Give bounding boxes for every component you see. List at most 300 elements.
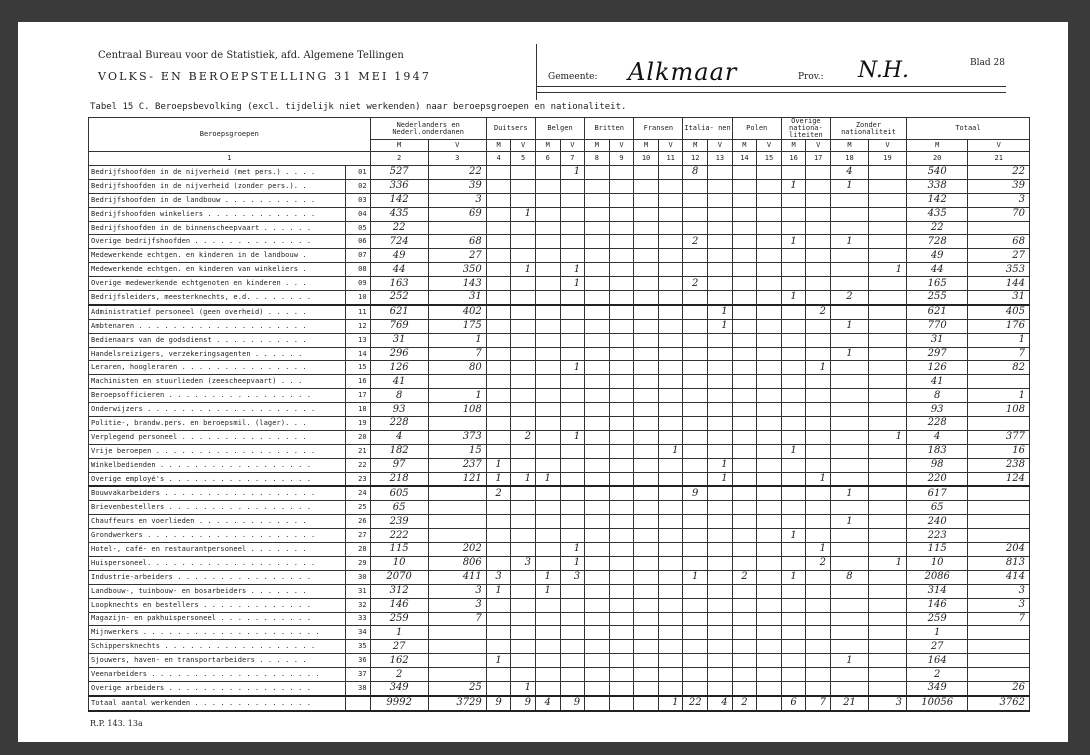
value-cell: [806, 584, 831, 598]
value-cell: [868, 347, 906, 361]
value-cell: 3: [486, 570, 511, 584]
value-cell: 402: [428, 305, 486, 319]
value-cell: [535, 430, 560, 444]
table-row: [89, 444, 1030, 458]
col-number: 9: [609, 152, 634, 166]
value-cell: [609, 277, 634, 291]
value-cell: [781, 556, 806, 570]
value-cell: 228: [370, 417, 428, 431]
row-label: Ambtenaren . . . . . . . . . . . . . . . . . . . .: [89, 319, 346, 333]
value-cell: 115: [370, 543, 428, 557]
value-cell: [868, 668, 906, 682]
value-cell: [585, 696, 610, 711]
value-cell: [585, 207, 610, 221]
col-number: 8: [585, 152, 610, 166]
value-cell: [658, 654, 683, 668]
value-cell: 1: [781, 529, 806, 543]
value-cell: 146: [906, 598, 967, 612]
value-cell: [511, 570, 536, 584]
col-v-label: V: [806, 140, 831, 152]
row-number: 02: [345, 179, 370, 193]
value-cell: 3: [560, 570, 585, 584]
value-cell: 8: [830, 570, 868, 584]
value-cell: 182: [370, 444, 428, 458]
value-cell: [585, 543, 610, 557]
row-label: Onderwijzers . . . . . . . . . . . . . . . . . . . .: [89, 403, 346, 417]
table-row: [89, 430, 1030, 444]
value-cell: [968, 529, 1030, 543]
value-cell: 770: [906, 319, 967, 333]
value-cell: [868, 249, 906, 263]
value-cell: [806, 235, 831, 249]
value-cell: 1: [781, 235, 806, 249]
value-cell: 218: [370, 472, 428, 486]
value-cell: 68: [968, 235, 1030, 249]
value-cell: [757, 556, 782, 570]
value-cell: [560, 486, 585, 500]
value-cell: [708, 263, 733, 277]
value-cell: [535, 263, 560, 277]
value-cell: [560, 668, 585, 682]
value-cell: [560, 515, 585, 529]
value-cell: [683, 543, 708, 557]
value-cell: 1: [781, 291, 806, 305]
value-cell: [781, 584, 806, 598]
value-cell: 2070: [370, 570, 428, 584]
value-cell: [634, 612, 659, 626]
row-number: 14: [345, 347, 370, 361]
col-number: 6: [535, 152, 560, 166]
value-cell: 1: [658, 696, 683, 711]
table-row: [89, 640, 1030, 654]
value-cell: [806, 263, 831, 277]
value-cell: 2: [683, 277, 708, 291]
value-cell: [428, 486, 486, 500]
value-cell: 605: [370, 486, 428, 500]
value-cell: [757, 417, 782, 431]
value-cell: [806, 319, 831, 333]
value-cell: 1: [830, 515, 868, 529]
census-title: VOLKS- EN BEROEPSTELLING 31 MEI 1947: [98, 70, 432, 83]
value-cell: 202: [428, 543, 486, 557]
value-cell: [868, 543, 906, 557]
value-cell: 1: [535, 472, 560, 486]
value-cell: [585, 305, 610, 319]
blad-number: Blad 28: [970, 58, 1005, 68]
value-cell: 144: [968, 277, 1030, 291]
value-cell: [535, 458, 560, 472]
col-number: 16: [781, 152, 806, 166]
table-row: [89, 249, 1030, 263]
row-number: 24: [345, 486, 370, 500]
value-cell: [708, 486, 733, 500]
table-row: [89, 389, 1030, 403]
value-cell: [428, 640, 486, 654]
value-cell: [486, 598, 511, 612]
row-number: 26: [345, 515, 370, 529]
value-cell: 49: [370, 249, 428, 263]
value-cell: [535, 529, 560, 543]
value-cell: [732, 403, 757, 417]
value-cell: [511, 668, 536, 682]
value-cell: 1: [968, 389, 1030, 403]
table-row: [89, 515, 1030, 529]
value-cell: [708, 529, 733, 543]
value-cell: [732, 333, 757, 347]
value-cell: [781, 375, 806, 389]
value-cell: [560, 207, 585, 221]
col-number: 20: [906, 152, 967, 166]
value-cell: [683, 389, 708, 403]
value-cell: [634, 166, 659, 180]
value-cell: [634, 430, 659, 444]
value-cell: [708, 166, 733, 180]
value-cell: [868, 640, 906, 654]
value-cell: [806, 654, 831, 668]
value-cell: [830, 375, 868, 389]
value-cell: 377: [968, 430, 1030, 444]
value-cell: 2: [830, 291, 868, 305]
col-totaal: Totaal: [906, 118, 1029, 140]
value-cell: 724: [370, 235, 428, 249]
table-row: [89, 556, 1030, 570]
prov-value: N.H.: [858, 58, 910, 83]
value-cell: [757, 529, 782, 543]
value-cell: [781, 668, 806, 682]
value-cell: 31: [428, 291, 486, 305]
value-cell: 65: [906, 501, 967, 515]
value-cell: 1: [511, 681, 536, 695]
value-cell: 238: [968, 458, 1030, 472]
value-cell: 239: [370, 515, 428, 529]
col-v-label: V: [511, 140, 536, 152]
value-cell: [781, 612, 806, 626]
value-cell: [560, 291, 585, 305]
value-cell: [806, 626, 831, 640]
value-cell: [486, 166, 511, 180]
value-cell: [560, 458, 585, 472]
value-cell: [732, 389, 757, 403]
value-cell: [683, 179, 708, 193]
value-cell: [683, 193, 708, 207]
value-cell: 540: [906, 166, 967, 180]
value-cell: [868, 486, 906, 500]
value-cell: [968, 417, 1030, 431]
value-cell: [683, 361, 708, 375]
value-cell: 255: [906, 291, 967, 305]
value-cell: [683, 556, 708, 570]
value-cell: [511, 221, 536, 235]
value-cell: 769: [370, 319, 428, 333]
table-row: [89, 193, 1030, 207]
value-cell: [609, 626, 634, 640]
value-cell: [609, 458, 634, 472]
value-cell: [757, 249, 782, 263]
value-cell: [757, 235, 782, 249]
value-cell: [560, 193, 585, 207]
value-cell: [781, 640, 806, 654]
value-cell: [486, 681, 511, 695]
table-row: [89, 305, 1030, 319]
value-cell: [634, 486, 659, 500]
value-cell: [968, 626, 1030, 640]
value-cell: [781, 263, 806, 277]
value-cell: [609, 333, 634, 347]
row-label: Bouwvakarbeiders . . . . . . . . . . . . . . . . . .: [89, 486, 346, 500]
value-cell: [806, 417, 831, 431]
value-cell: [658, 291, 683, 305]
value-cell: 1: [535, 570, 560, 584]
value-cell: [708, 333, 733, 347]
value-cell: [609, 486, 634, 500]
value-cell: [732, 458, 757, 472]
value-cell: [634, 556, 659, 570]
value-cell: [560, 333, 585, 347]
value-cell: [560, 640, 585, 654]
value-cell: [732, 235, 757, 249]
value-cell: [585, 277, 610, 291]
value-cell: [560, 221, 585, 235]
value-cell: [428, 221, 486, 235]
value-cell: [868, 389, 906, 403]
value-cell: [757, 543, 782, 557]
value-cell: [683, 612, 708, 626]
value-cell: [658, 681, 683, 695]
col-number: 15: [757, 152, 782, 166]
value-cell: [806, 444, 831, 458]
value-cell: [683, 458, 708, 472]
value-cell: [658, 333, 683, 347]
value-cell: [634, 263, 659, 277]
value-cell: [535, 403, 560, 417]
row-number: 36: [345, 654, 370, 668]
value-cell: [609, 543, 634, 557]
value-cell: [868, 319, 906, 333]
value-cell: [732, 444, 757, 458]
table-row: [89, 403, 1030, 417]
row-label: Huispersoneel. . . . . . . . . . . . . . . . . . . .: [89, 556, 346, 570]
table-row: [89, 626, 1030, 640]
value-cell: [609, 696, 634, 711]
value-cell: 22: [428, 166, 486, 180]
value-cell: [757, 221, 782, 235]
col-number: 7: [560, 152, 585, 166]
value-cell: [830, 444, 868, 458]
value-cell: 1: [708, 319, 733, 333]
value-cell: [806, 681, 831, 695]
value-cell: [708, 249, 733, 263]
value-cell: 1: [511, 207, 536, 221]
value-cell: [560, 612, 585, 626]
value-cell: [634, 584, 659, 598]
value-cell: [830, 305, 868, 319]
col-v-label: V: [609, 140, 634, 152]
value-cell: [658, 584, 683, 598]
col-number: 10: [634, 152, 659, 166]
value-cell: 297: [906, 347, 967, 361]
value-cell: [968, 486, 1030, 500]
value-cell: [511, 584, 536, 598]
value-cell: [868, 375, 906, 389]
value-cell: 3762: [968, 696, 1030, 711]
value-cell: [968, 501, 1030, 515]
value-cell: [535, 515, 560, 529]
value-cell: [683, 501, 708, 515]
value-cell: [708, 612, 733, 626]
value-cell: 1: [830, 235, 868, 249]
value-cell: [806, 598, 831, 612]
value-cell: 1: [683, 570, 708, 584]
value-cell: [585, 221, 610, 235]
value-cell: 1: [806, 472, 831, 486]
row-number: 11: [345, 305, 370, 319]
value-cell: 9: [511, 696, 536, 711]
value-cell: [868, 403, 906, 417]
value-cell: [806, 166, 831, 180]
value-cell: [560, 319, 585, 333]
value-cell: [560, 375, 585, 389]
col-m-label: M: [486, 140, 511, 152]
value-cell: [968, 640, 1030, 654]
value-cell: [658, 430, 683, 444]
row-number: [345, 696, 370, 711]
value-cell: 2: [732, 696, 757, 711]
value-cell: [535, 612, 560, 626]
value-cell: [732, 529, 757, 543]
value-cell: [634, 249, 659, 263]
row-label: Landbouw-, tuinbouw- en bosarbeiders . . . . . . .: [89, 584, 346, 598]
value-cell: [830, 430, 868, 444]
value-cell: [757, 347, 782, 361]
value-cell: [732, 221, 757, 235]
value-cell: [757, 612, 782, 626]
value-cell: [511, 291, 536, 305]
value-cell: [535, 375, 560, 389]
col-number: 17: [806, 152, 831, 166]
row-number: 10: [345, 291, 370, 305]
value-cell: [683, 207, 708, 221]
value-cell: [708, 654, 733, 668]
value-cell: [609, 249, 634, 263]
value-cell: 1: [535, 584, 560, 598]
value-cell: [609, 291, 634, 305]
value-cell: [683, 444, 708, 458]
value-cell: 1: [708, 472, 733, 486]
value-cell: [781, 626, 806, 640]
row-number: 31: [345, 584, 370, 598]
value-cell: [634, 193, 659, 207]
value-cell: [560, 529, 585, 543]
value-cell: [868, 501, 906, 515]
value-cell: [609, 319, 634, 333]
row-label: Leraren, hoogleraren . . . . . . . . . . . . . . .: [89, 361, 346, 375]
value-cell: 4: [535, 696, 560, 711]
value-cell: 435: [370, 207, 428, 221]
row-label: Mijnwerkers . . . . . . . . . . . . . . . . . . . . .: [89, 626, 346, 640]
value-cell: [585, 389, 610, 403]
value-cell: [708, 556, 733, 570]
value-cell: [585, 486, 610, 500]
value-cell: [634, 515, 659, 529]
row-label: Machinisten en stuurlieden (zeescheepvaart) . . .: [89, 375, 346, 389]
table-row: [89, 291, 1030, 305]
col-m-label: M: [781, 140, 806, 152]
value-cell: [683, 515, 708, 529]
value-cell: [683, 529, 708, 543]
value-cell: [757, 277, 782, 291]
value-cell: [708, 668, 733, 682]
value-cell: [683, 584, 708, 598]
value-cell: [535, 249, 560, 263]
value-cell: [757, 626, 782, 640]
value-cell: [535, 654, 560, 668]
value-cell: [585, 291, 610, 305]
value-cell: [658, 486, 683, 500]
value-cell: [486, 417, 511, 431]
table-row: [89, 221, 1030, 235]
row-number: 13: [345, 333, 370, 347]
value-cell: [486, 501, 511, 515]
value-cell: 163: [370, 277, 428, 291]
table-row: [89, 543, 1030, 557]
value-cell: [634, 543, 659, 557]
value-cell: [868, 515, 906, 529]
value-cell: [486, 333, 511, 347]
value-cell: [486, 375, 511, 389]
value-cell: 1: [560, 430, 585, 444]
value-cell: 2: [806, 305, 831, 319]
value-cell: [486, 291, 511, 305]
value-cell: [830, 193, 868, 207]
value-cell: [708, 515, 733, 529]
value-cell: 621: [906, 305, 967, 319]
value-cell: [658, 193, 683, 207]
value-cell: [732, 515, 757, 529]
value-cell: 44: [906, 263, 967, 277]
value-cell: 7: [428, 347, 486, 361]
value-cell: [757, 501, 782, 515]
value-cell: [868, 179, 906, 193]
table-row: [89, 263, 1030, 277]
value-cell: 1: [868, 430, 906, 444]
value-cell: [781, 458, 806, 472]
value-cell: [585, 333, 610, 347]
table-row: [89, 668, 1030, 682]
table-row: [89, 529, 1030, 543]
col-number: 1: [89, 152, 371, 166]
value-cell: [609, 430, 634, 444]
value-cell: 10: [906, 556, 967, 570]
row-label: Overige arbeiders . . . . . . . . . . . . . . . . .: [89, 681, 346, 695]
table-row: [89, 333, 1030, 347]
value-cell: [486, 430, 511, 444]
value-cell: 349: [906, 681, 967, 695]
value-cell: [757, 403, 782, 417]
value-cell: [806, 207, 831, 221]
value-cell: 252: [370, 291, 428, 305]
value-cell: [708, 291, 733, 305]
value-cell: 411: [428, 570, 486, 584]
value-cell: [868, 570, 906, 584]
value-cell: [757, 584, 782, 598]
value-cell: 6: [781, 696, 806, 711]
value-cell: 10056: [906, 696, 967, 711]
value-cell: [732, 166, 757, 180]
value-cell: 115: [906, 543, 967, 557]
value-cell: [830, 501, 868, 515]
value-cell: [806, 291, 831, 305]
census-sheet: [18, 22, 1068, 742]
